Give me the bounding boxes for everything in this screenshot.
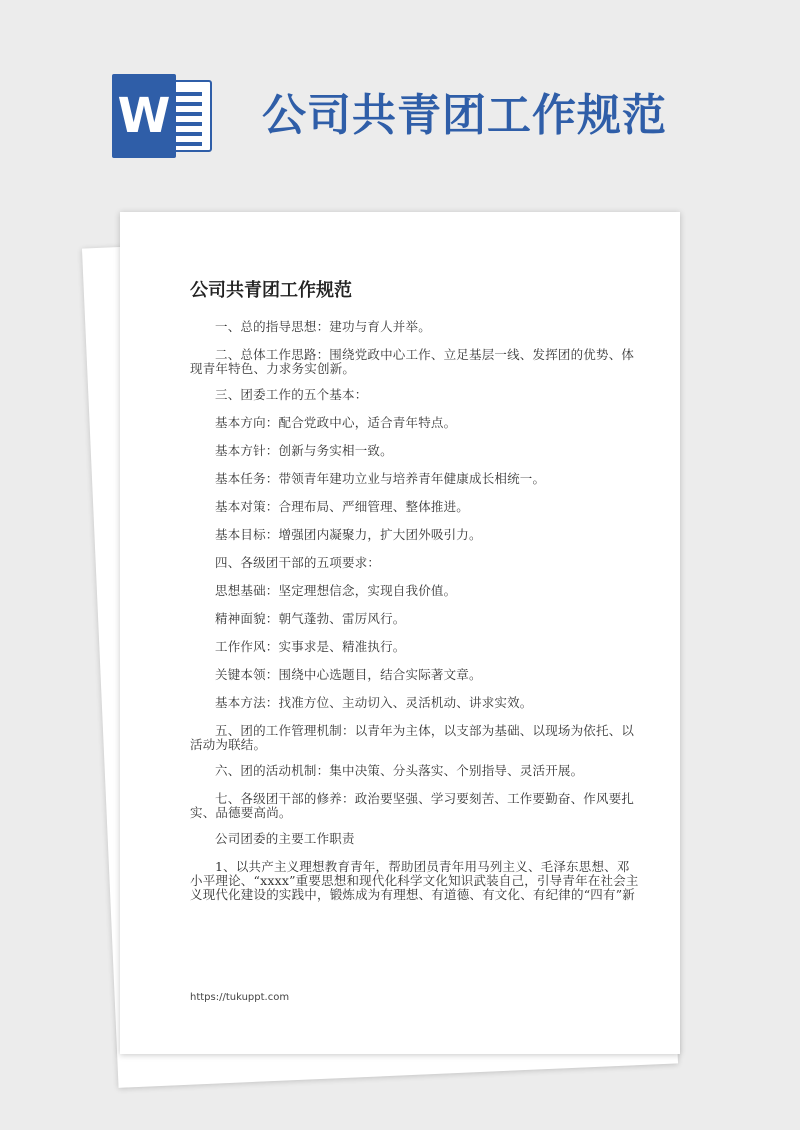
paragraph: 基本方针：创新与务实相一致。 (215, 443, 393, 458)
paragraph: 三、团委工作的五个基本： (215, 387, 368, 402)
page-title: 公司共青团工作规范 (262, 90, 667, 141)
paragraph: 基本目标：增强团内凝聚力，扩大团外吸引力。 (215, 527, 482, 542)
paragraph: 七、各级团干部的修养：政治要坚强、学习要刻苦、工作要勤奋、作风要扎实、品德要高尚。 (190, 791, 635, 820)
paragraph: 基本方向：配合党政中心，适合青年特点。 (215, 415, 457, 430)
paragraph: 五、团的工作管理机制：以青年为主体，以支部为基础、以现场为依托、以活动为联结。 (190, 723, 635, 752)
paragraph: 工作作风：实事求是、精准执行。 (215, 639, 406, 654)
paragraph: 1、以共产主义理想教育青年，帮助团员青年用马列主义、毛泽东思想、邓小平理论、“xxxx”重要思想和现代化科学文化知识武装自己，引导青年在社会主义现代化建设的实践中，锻炼成为有理想、有道德、有文化、有纪律的“四有”新 (190, 859, 639, 902)
document-body (190, 320, 640, 916)
document-page (120, 212, 680, 1054)
paragraph: 基本任务：带领青年建功立业与培养青年健康成长相统一。 (215, 471, 546, 486)
paragraph: 二、总体工作思路：围绕党政中心工作、立足基层一线、发挥团的优势、体现青年特色、力求务实创新。 (190, 347, 635, 376)
word-logo-letter: W (112, 74, 176, 158)
section-heading: 公司团委的主要工作职责 (215, 831, 355, 846)
paragraph: 六、团的活动机制：集中决策、分头落实、个别指导、灵活开展。 (215, 763, 584, 778)
paragraph: 关键本领：围绕中心选题目，结合实际著文章。 (215, 667, 482, 682)
paragraph: 基本方法：找准方位、主动切入、灵活机动、讲求实效。 (215, 695, 533, 710)
paragraph: 基本对策：合理布局、严细管理、整体推进。 (215, 499, 470, 514)
word-document-icon (112, 74, 216, 158)
paragraph: 思想基础：坚定理想信念，实现自我价值。 (215, 583, 457, 598)
paragraph: 四、各级团干部的五项要求： (215, 555, 381, 570)
document-title: 公司共青团工作规范 (190, 280, 352, 301)
paragraph: 精神面貌：朝气蓬勃、雷厉风行。 (215, 611, 406, 626)
paragraph: 一、总的指导思想：建功与育人并举。 (215, 319, 431, 334)
footer-url[interactable]: https://tukuppt.com (190, 992, 290, 1003)
header-banner (0, 0, 800, 200)
